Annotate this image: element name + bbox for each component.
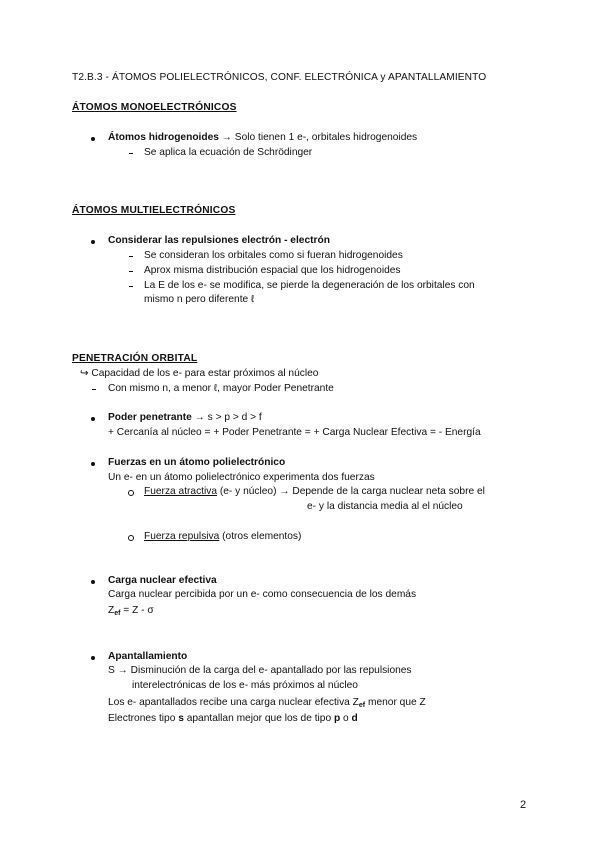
bullet-dot: [91, 656, 95, 660]
sub-item-degeneracion: La E de los e- se modifica, se pierde la degeneración de los orbitales con: [144, 280, 475, 291]
carga-nuclear-heading: Carga nuclear efectiva: [108, 575, 217, 586]
penetracion-intro: ↪ Capacidad de los e- para estar próximos al núcleo: [80, 368, 319, 379]
fuerza-atractiva: Fuerza atractiva (e- y núcleo) → Depende de la carga nuclear neta sobre el: [144, 486, 485, 497]
dash-marker: [129, 286, 133, 287]
sub-item-orbitales: Se consideran los orbitales como si fueran hidrogenoides: [144, 250, 403, 261]
heading-multielectronicos: ÁTOMOS MULTIELECTRÓNICOS: [72, 205, 236, 216]
circle-marker: [128, 535, 134, 541]
list-item-repulsiones: Considerar las repulsiones electrón - electrón: [108, 235, 330, 246]
sub-item-distribucion: Aprox misma distribución espacial que los hidrogenoides: [144, 265, 401, 276]
apantallamiento-heading: Apantallamiento: [108, 651, 188, 662]
fuerzas-detail: Un e- en un átomo polielectrónico experimenta dos fuerzas: [108, 472, 375, 483]
bullet-dot: [91, 137, 95, 141]
apantallamiento-zef: Los e- apantallados recibe una carga nuclear efectiva $Z_{ef}$ menor que Z: [108, 697, 426, 709]
dash-marker: [129, 271, 133, 272]
penetracion-rule: Con mismo n, a menor ℓ, mayor Poder Penetrante: [108, 383, 334, 394]
zef-formula: $Z_{ef} = Z - \sigma$: [108, 605, 154, 617]
carga-nuclear-detail: Carga nuclear percibida por un e- como consecuencia de los demás: [108, 589, 417, 600]
fuerza-atractiva-cont: e- y la distancia media al el núcleo: [307, 501, 463, 512]
apantallamiento-def-cont: interelectrónicas de los e- más próximos al núcleo: [132, 680, 358, 691]
apantallamiento-tipos: Electrones tipo s apantallan mejor que los de tipo p o d: [108, 713, 358, 724]
fuerzas-heading: Fuerzas en un átomo polielectrónico: [108, 457, 286, 468]
dash-marker: [129, 256, 133, 257]
bullet-dot: [91, 417, 95, 421]
poder-penetrante: Poder penetrante → s > p > d > f: [108, 412, 262, 423]
document-title: T2.B.3 - ÁTOMOS POLIELECTRÓNICOS, CONF. ELECTRÓNICA y APANTALLAMIENTO: [72, 72, 487, 83]
list-item-hidrogenoides: Átomos hidrogenoides → Solo tienen 1 e-, orbitales hidrogenoides: [108, 132, 418, 143]
dash-marker: [92, 389, 96, 390]
sub-item-degeneracion-cont: mismo n pero diferente ℓ: [144, 294, 255, 305]
heading-monoelectronicos: ÁTOMOS MONOELECTRÓNICOS: [72, 102, 237, 113]
dash-marker: [129, 153, 133, 154]
bullet-dot: [91, 240, 95, 244]
bullet-dot: [91, 580, 95, 584]
bullet-dot: [91, 462, 95, 466]
circle-marker: [128, 490, 134, 496]
page-number: 2: [520, 799, 527, 811]
poder-penetrante-detail: + Cercanía al núcleo = + Poder Penetrante = + Carga Nuclear Efectiva = - Energía: [108, 427, 481, 438]
fuerza-repulsiva: Fuerza repulsiva (otros elementos): [144, 531, 302, 542]
sub-item-schrodinger: Se aplica la ecuación de Schrödinger: [144, 147, 313, 158]
heading-penetracion: PENETRACIÓN ORBITAL: [72, 353, 198, 364]
apantallamiento-def: S → Disminución de la carga del e- apantallado por las repulsiones: [108, 665, 412, 676]
